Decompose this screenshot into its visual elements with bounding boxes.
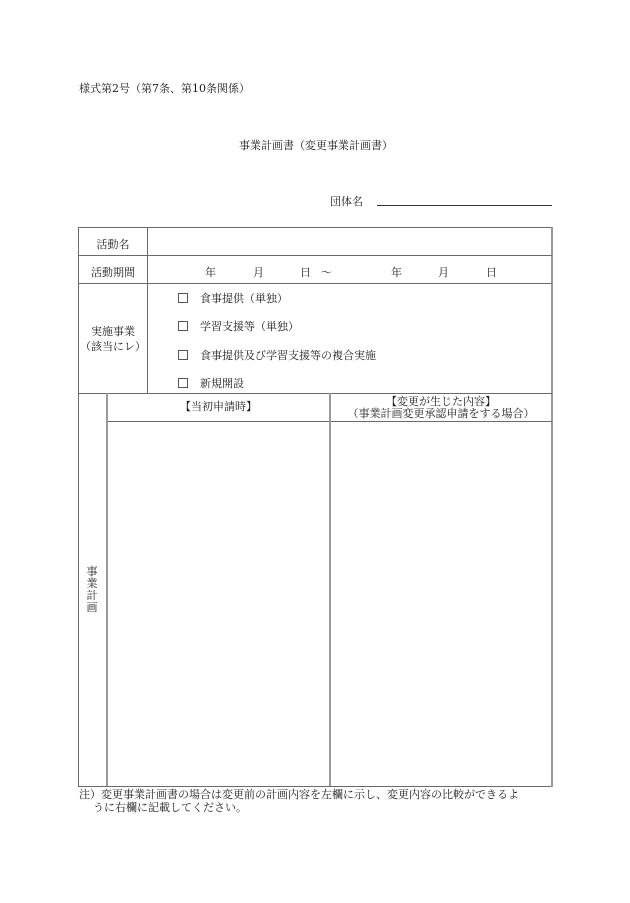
changed-content-header-line1: 【変更が生じた内容】 [386, 395, 496, 408]
original-application-header: 【当初申請時】 [180, 400, 257, 413]
option-learning-only[interactable] [178, 318, 299, 334]
footnote-line1: 注）変更事業計画書の場合は変更前の計画内容を左欄に示し、変更内容の比較ができるよ [79, 788, 519, 801]
option-combined[interactable] [178, 347, 376, 363]
start-year-label: 年 [205, 266, 216, 279]
start-month-label: 月 [253, 266, 264, 279]
table-border-right [551, 227, 553, 787]
changed-content-header [331, 396, 551, 420]
organization-label: 団体名 [330, 195, 363, 208]
row-divider [78, 283, 552, 284]
organization-name-field[interactable] [377, 205, 552, 206]
start-day-label: 日 [300, 266, 311, 279]
checkbox[interactable] [178, 350, 188, 360]
document-title: 事業計画書（変更事業計画書） [239, 139, 393, 152]
footnote [79, 788, 559, 814]
changed-plan-content-field[interactable] [331, 422, 551, 786]
table-border-bottom [78, 786, 552, 787]
end-year-label: 年 [391, 266, 402, 279]
end-day-label: 日 [486, 266, 497, 279]
option-meal-only[interactable] [178, 290, 288, 306]
activity-name-label: 活動名 [96, 238, 130, 251]
end-month-label: 月 [438, 266, 449, 279]
implementation-label-line2: （該当にレ） [80, 340, 146, 353]
period-separator: 〜 [321, 266, 332, 279]
option-label: 食事提供（単独） [200, 292, 288, 305]
option-new-opening[interactable] [178, 375, 244, 391]
activity-name-field[interactable] [148, 228, 551, 255]
activity-period-label: 活動期間 [91, 266, 135, 279]
form-number: 様式第2号（第7条、第10条関係） [79, 82, 250, 95]
option-label: 食事提供及び学習支援等の複合実施 [200, 349, 376, 362]
checkbox[interactable] [178, 378, 188, 388]
table-border-left [78, 227, 79, 787]
option-label: 学習支援等（単独） [200, 320, 299, 333]
row-divider [78, 393, 552, 394]
checkbox[interactable] [178, 321, 188, 331]
changed-content-header-line2: （事業計画変更承認申請をする場合） [347, 407, 535, 420]
implementation-label [79, 324, 147, 354]
footnote-line2: うに右欄に記載してください。 [93, 801, 247, 814]
implementation-label-line1: 実施事業 [91, 325, 135, 338]
option-label: 新規開設 [200, 377, 244, 390]
business-plan-vertical-label: 事 業 計 画 [86, 565, 98, 614]
checkbox[interactable] [178, 293, 188, 303]
original-plan-content-field[interactable] [108, 422, 329, 786]
